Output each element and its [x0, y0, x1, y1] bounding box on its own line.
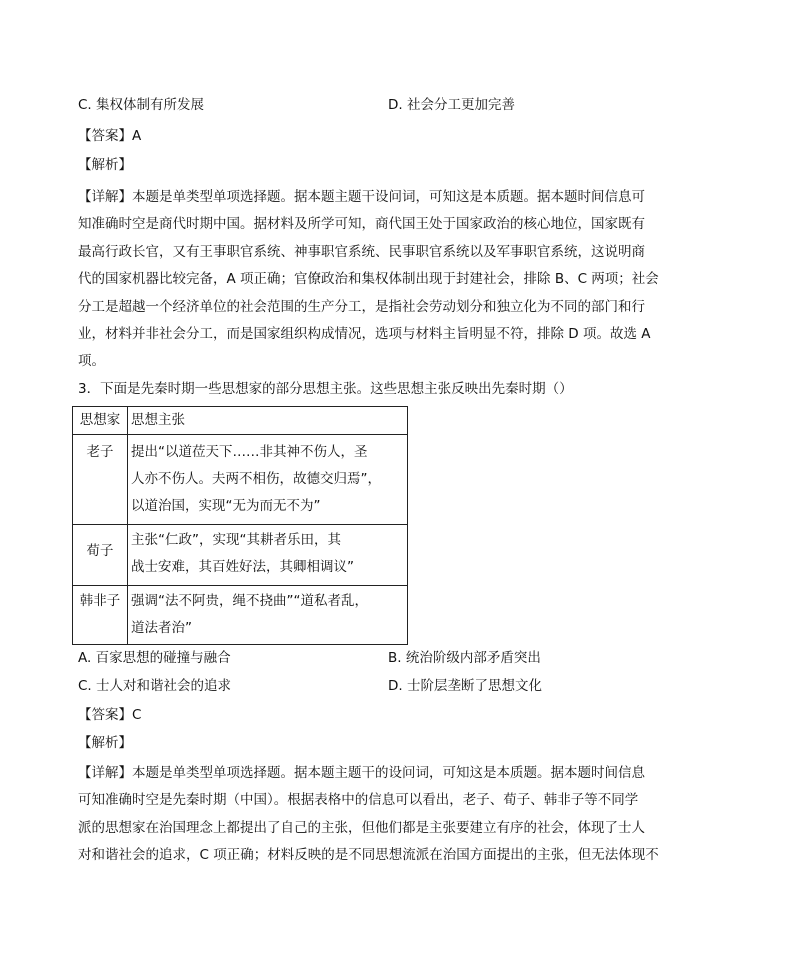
- option-c: C. 士人对和谐社会的追求: [78, 678, 232, 694]
- table-row: [73, 586, 408, 645]
- q3-detail-line: 【详解】本题是单类型单项选择题。据本题主题干的设问词，可知这是本质题。据本题时间信息: [78, 765, 645, 781]
- view-line: 道法者治”: [131, 620, 192, 636]
- q2-detail-line: 项。: [78, 353, 105, 370]
- q3-answer: 【答案】C: [78, 707, 142, 723]
- thinker-name: 老子: [73, 435, 128, 525]
- view-line: 主张“仁政”，实现“其耕者乐田，其: [131, 532, 341, 548]
- q2-detail-line: 知准确时空是商代时期中国。据材料及所学可知，商代国王处于国家政治的核心地位，国家既有: [78, 216, 645, 233]
- q2-detail-line: 【详解】本题是单类型单项选择题。据本题主题干设问词，可知这是本质题。据本题时间信息可: [78, 189, 645, 205]
- q2-detail-line: 最高行政长官，又有王事职官系统、神事职官系统、民事职官系统以及军事职官系统，这说明商: [78, 243, 645, 260]
- option-d: D. 社会分工更加完善: [388, 97, 515, 113]
- q3-options-row-2: [78, 676, 698, 696]
- thinker-name: 韩非子: [73, 586, 128, 645]
- view-line: 提出“以道莅天下……非其神不伤人，圣: [131, 444, 368, 460]
- table-header-thinker: 思想家: [73, 407, 128, 435]
- q3-detail: [78, 760, 678, 870]
- q2-detail-line: 分工是超越一个经济单位的社会范围的生产分工，是指社会劳动划分和独立化为不同的部门和行: [78, 298, 645, 315]
- q3-question: 3．下面是先秦时期一些思想家的部分思想主张。这些思想主张反映出先秦时期（）: [78, 381, 573, 397]
- q2-analysis-label: 【解析】: [78, 157, 132, 173]
- option-b: B. 统治阶级内部矛盾突出: [388, 650, 541, 666]
- thinker-name: 荀子: [73, 525, 128, 586]
- q2-detail-line: 业，材料并非社会分工，而是国家组织构成情况，选项与材料主旨明显不符，排除 D 项。故选 A: [78, 326, 651, 343]
- q2-answer: 【答案】A: [78, 128, 142, 144]
- option-a: A. 百家思想的碰撞与融合: [78, 650, 231, 666]
- table-header-row: [73, 407, 408, 435]
- view-line: 战士安难，其百姓好法，其卿相调议”: [131, 559, 354, 575]
- table-row: [73, 435, 408, 525]
- view-line: 人亦不伤人。夫两不相伤，故德交归焉”，: [131, 471, 381, 487]
- q2-detail: [78, 184, 678, 376]
- q2-options-row: [78, 95, 698, 115]
- table-header-view: 思想主张: [128, 407, 408, 435]
- q3-detail-line: 派的思想家在治国理念上都提出了自己的主张，但他们都是主张要建立有序的社会，体现了士人: [78, 819, 645, 836]
- thinkers-table: [72, 406, 408, 645]
- option-d: D. 士阶层垄断了思想文化: [388, 678, 542, 694]
- view-line: 强调“法不阿贵，绳不挠曲”“道私者乱，: [131, 593, 368, 609]
- table-row: [73, 525, 408, 586]
- q3-detail-line: 对和谐社会的追求，C 项正确；材料反映的是不同思想流派在治国方面提出的主张，但无法体现不: [78, 847, 659, 864]
- q3-options-row-1: [78, 648, 698, 668]
- thinker-view: [128, 586, 408, 645]
- view-line: 以道治国，实现“无为而无不为”: [131, 498, 321, 514]
- thinker-view: [128, 435, 408, 525]
- option-c: C. 集权体制有所发展: [78, 97, 205, 113]
- q2-detail-line: 代的国家机器比较完备，A 项正确；官僚政治和集权体制出现于封建社会，排除 B、C 两项；社会: [78, 271, 659, 288]
- q3-detail-line: 可知准确时空是先秦时期（中国）。根据表格中的信息可以看出，老子、荀子、韩非子等不同学: [78, 792, 639, 809]
- thinker-view: [128, 525, 408, 586]
- q3-analysis-label: 【解析】: [78, 735, 132, 751]
